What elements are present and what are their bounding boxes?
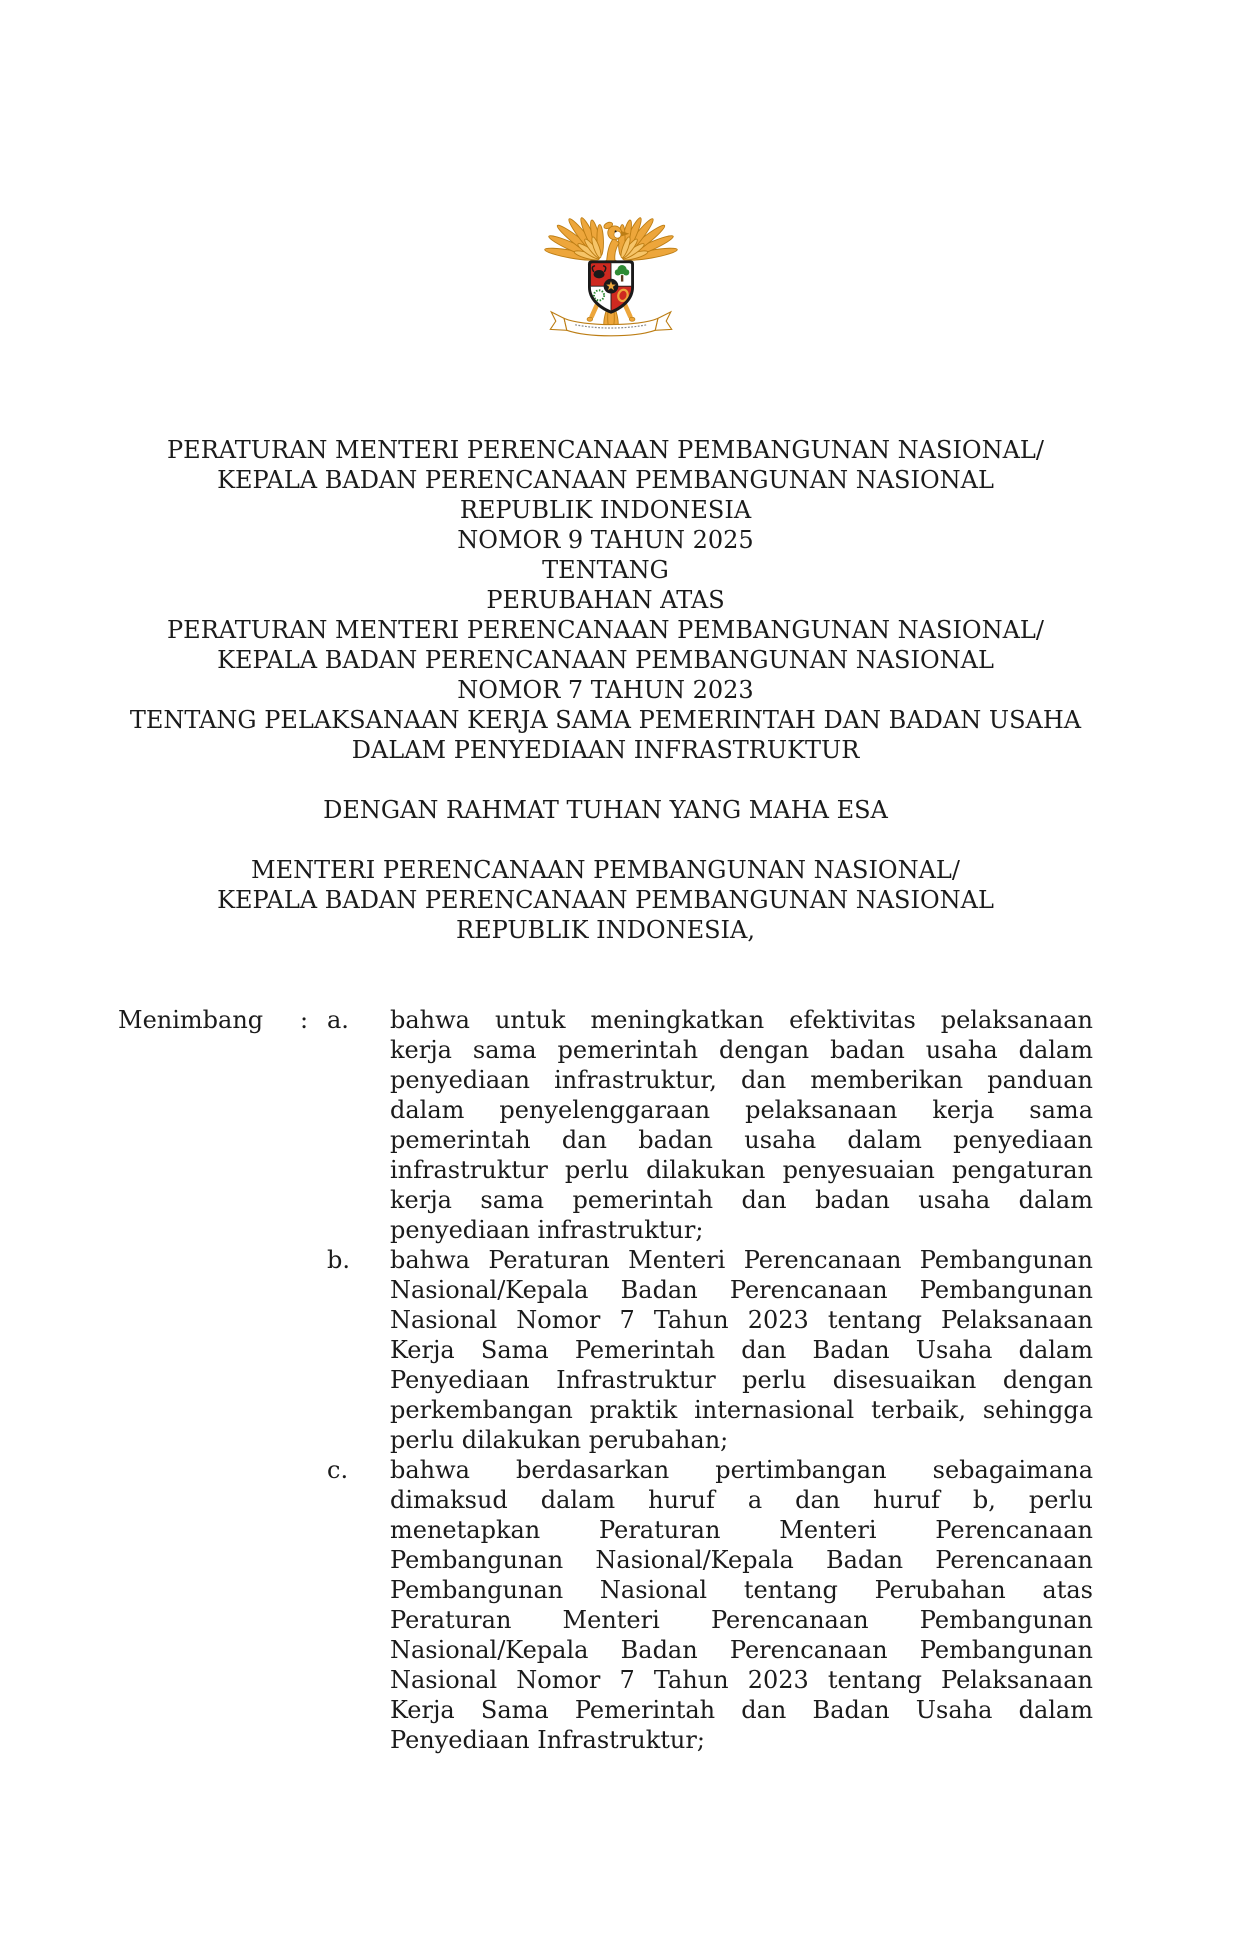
considering-item: [327, 1005, 1093, 1245]
text-line: kerja sama pemerintah dan badan usaha dalam: [390, 1186, 1093, 1214]
text-line: Peraturan Menteri Perencanaan Pembangunan: [390, 1606, 1093, 1634]
considering-items: [327, 1005, 1093, 1755]
text-line: Pembangunan Nasional tentang Perubahan atas: [390, 1576, 1093, 1604]
text-line: KEPALA BADAN PERENCANAAN PEMBANGUNAN NASIONAL: [217, 886, 994, 914]
item-letter: a.: [327, 1006, 349, 1034]
text-line: KEPALA BADAN PERENCANAAN PEMBANGUNAN NASIONAL: [217, 466, 994, 494]
item-text: [390, 1245, 1093, 1455]
garuda-pancasila-emblem: [542, 190, 680, 340]
text-line: dalam penyelenggaraan pelaksanaan kerja sama: [390, 1096, 1093, 1124]
text-line: dimaksud dalam huruf a dan huruf b, perlu: [390, 1486, 1093, 1514]
text-line: Penyediaan Infrastruktur;: [390, 1726, 705, 1754]
text-line: menetapkan Peraturan Menteri Perencanaan: [390, 1516, 1093, 1544]
text-line: Penyediaan Infrastruktur perlu disesuaikan dengan: [390, 1366, 1093, 1394]
considering-section: [118, 1005, 1093, 1755]
text-line: TENTANG PELAKSANAAN KERJA SAMA PEMERINTAH DAN BADAN USAHA: [129, 706, 1082, 734]
text-line: PERATURAN MENTERI PERENCANAAN PEMBANGUNAN NASIONAL/: [167, 436, 1044, 464]
text-line: Kerja Sama Pemerintah dan Badan Usaha dalam: [390, 1336, 1093, 1364]
text-line: pemerintah dan badan usaha dalam penyediaan: [390, 1126, 1093, 1154]
considering-label: Menimbang: [118, 1006, 264, 1034]
item-text: [390, 1455, 1093, 1755]
text-line: Nasional/Kepala Badan Perencanaan Pembangunan: [390, 1636, 1093, 1664]
issuing-authority: [118, 855, 1093, 945]
text-line: Nasional Nomor 7 Tahun 2023 tentang Pelaksanaan: [390, 1306, 1093, 1334]
text-line: infrastruktur perlu dilakukan penyesuaian pengaturan: [390, 1156, 1093, 1184]
text-line: NOMOR 7 TAHUN 2023: [457, 676, 754, 704]
text-line: penyediaan infrastruktur, dan memberikan panduan: [390, 1066, 1093, 1094]
text-line: perlu dilakukan perubahan;: [390, 1426, 729, 1454]
text-line: penyediaan infrastruktur;: [390, 1216, 704, 1244]
considering-item: [327, 1245, 1093, 1455]
text-line: PERATURAN MENTERI PERENCANAAN PEMBANGUNAN NASIONAL/: [167, 616, 1044, 644]
item-letter: c.: [327, 1456, 349, 1484]
text-line: perkembangan praktik internasional terbaik, sehingga: [390, 1396, 1093, 1424]
text-line: Nasional/Kepala Badan Perencanaan Pembangunan: [390, 1276, 1093, 1304]
considering-colon: :: [300, 1006, 309, 1034]
considering-item: [327, 1455, 1093, 1755]
text-line: Kerja Sama Pemerintah dan Badan Usaha dalam: [390, 1696, 1093, 1724]
text-line: PERUBAHAN ATAS: [486, 586, 725, 614]
item-letter: b.: [327, 1246, 350, 1274]
text-line: REPUBLIK INDONESIA,: [456, 916, 755, 944]
text-line: bahwa berdasarkan pertimbangan sebagaimana: [390, 1456, 1093, 1484]
text-line: Pembangunan Nasional/Kepala Badan Perencanaan: [390, 1546, 1093, 1574]
invocation-line: DENGAN RAHMAT TUHAN YANG MAHA ESA: [323, 796, 888, 824]
text-line: TENTANG: [542, 556, 669, 584]
document-title: [118, 435, 1093, 765]
text-line: bahwa untuk meningkatkan efektivitas pelaksanaan: [390, 1006, 1093, 1034]
text-line: KEPALA BADAN PERENCANAAN PEMBANGUNAN NASIONAL: [217, 646, 994, 674]
text-line: kerja sama pemerintah dengan badan usaha dalam: [390, 1036, 1093, 1064]
text-line: DALAM PENYEDIAAN INFRASTRUKTUR: [351, 736, 860, 764]
text-line: bahwa Peraturan Menteri Perencanaan Pembangunan: [390, 1246, 1093, 1274]
text-line: Nasional Nomor 7 Tahun 2023 tentang Pelaksanaan: [390, 1666, 1093, 1694]
text-line: MENTERI PERENCANAAN PEMBANGUNAN NASIONAL/: [251, 856, 960, 884]
text-line: NOMOR 9 TAHUN 2025: [457, 526, 754, 554]
text-line: REPUBLIK INDONESIA: [459, 496, 752, 524]
item-text: [390, 1005, 1093, 1245]
